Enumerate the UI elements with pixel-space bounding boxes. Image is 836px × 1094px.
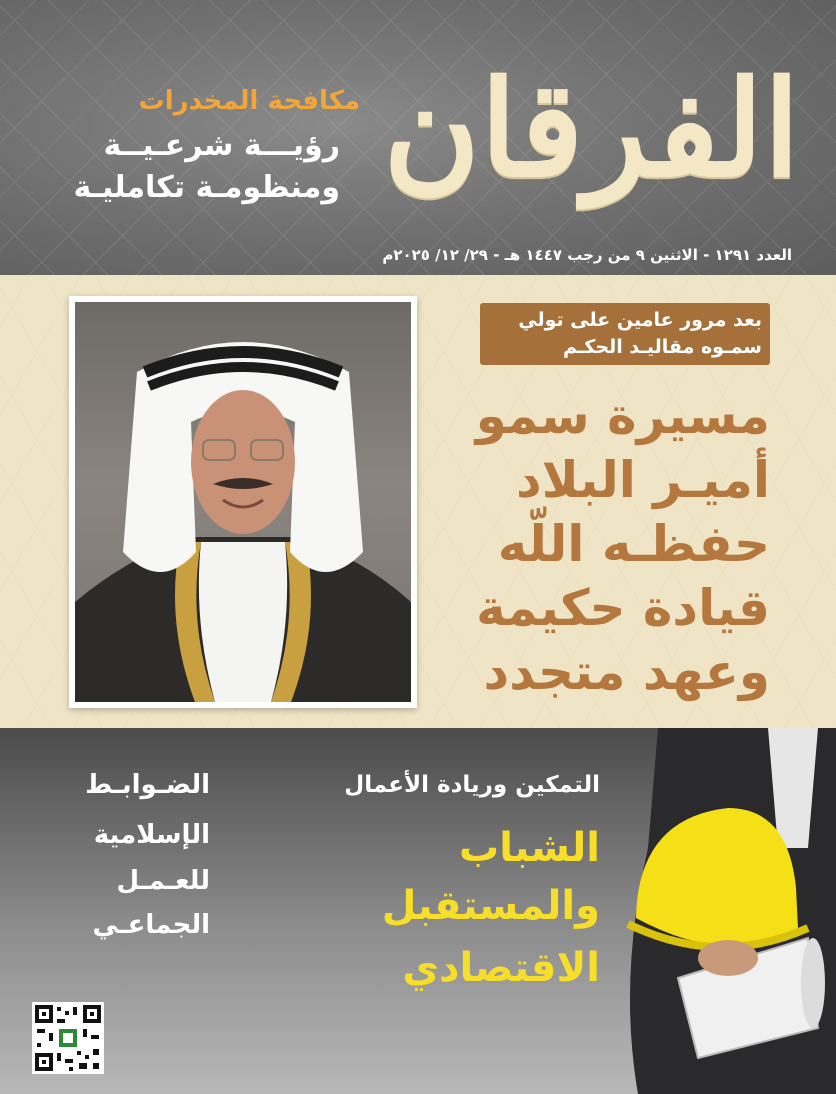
feature-headline-line: حفظـه اللّه [497, 515, 770, 573]
drugs-article-subtitle-2: ومنظومـة تكامليـة [73, 170, 340, 205]
worker-with-helmet-icon [618, 728, 836, 1094]
drugs-article-title: مكافحة المخدرات [138, 86, 360, 116]
youth-article-kicker: التمكين وريادة الأعمال [344, 772, 600, 798]
youth-article-line: الشباب [459, 825, 600, 871]
feature-headline-line: وعهد متجدد [483, 643, 770, 701]
rules-article-line: للعـمـل [116, 866, 210, 896]
drugs-article-subtitle-1: رؤيـــة شرعـيــة [103, 128, 340, 163]
masthead-logo: الفرقان [383, 52, 800, 207]
feature-headline-line: مسيرة سمو [475, 387, 770, 445]
feature-kicker-line-2: سمـوه مقاليـد الحكـم [563, 336, 762, 358]
portrait-frame [69, 296, 417, 708]
portrait-illustration [75, 302, 411, 702]
qr-code-icon[interactable] [32, 1002, 104, 1074]
rules-article-line: الجماعـي [92, 910, 210, 940]
rules-article-line: الضـوابـط [85, 770, 210, 800]
youth-article-line: والمستقبل [381, 883, 600, 929]
feature-kicker-line-1: بعد مرور عامين على تولي [518, 309, 762, 331]
feature-headline-line: قيادة حكيمة [476, 579, 770, 637]
issue-info: العدد ١٢٩١ - الاثنين ٩ من رجب ١٤٤٧ هـ - ٢٩/ ١٢/ ٢٠٢٥م [382, 246, 792, 264]
qr-code-graphic [35, 1005, 101, 1071]
youth-article-line: الاقتصادي [402, 945, 600, 991]
rules-article-line: الإسلامية [93, 820, 210, 850]
portrait-photo [75, 302, 411, 702]
feature-headline-line: أميـر البلاد [515, 451, 770, 509]
worker-illustration [618, 728, 836, 1094]
